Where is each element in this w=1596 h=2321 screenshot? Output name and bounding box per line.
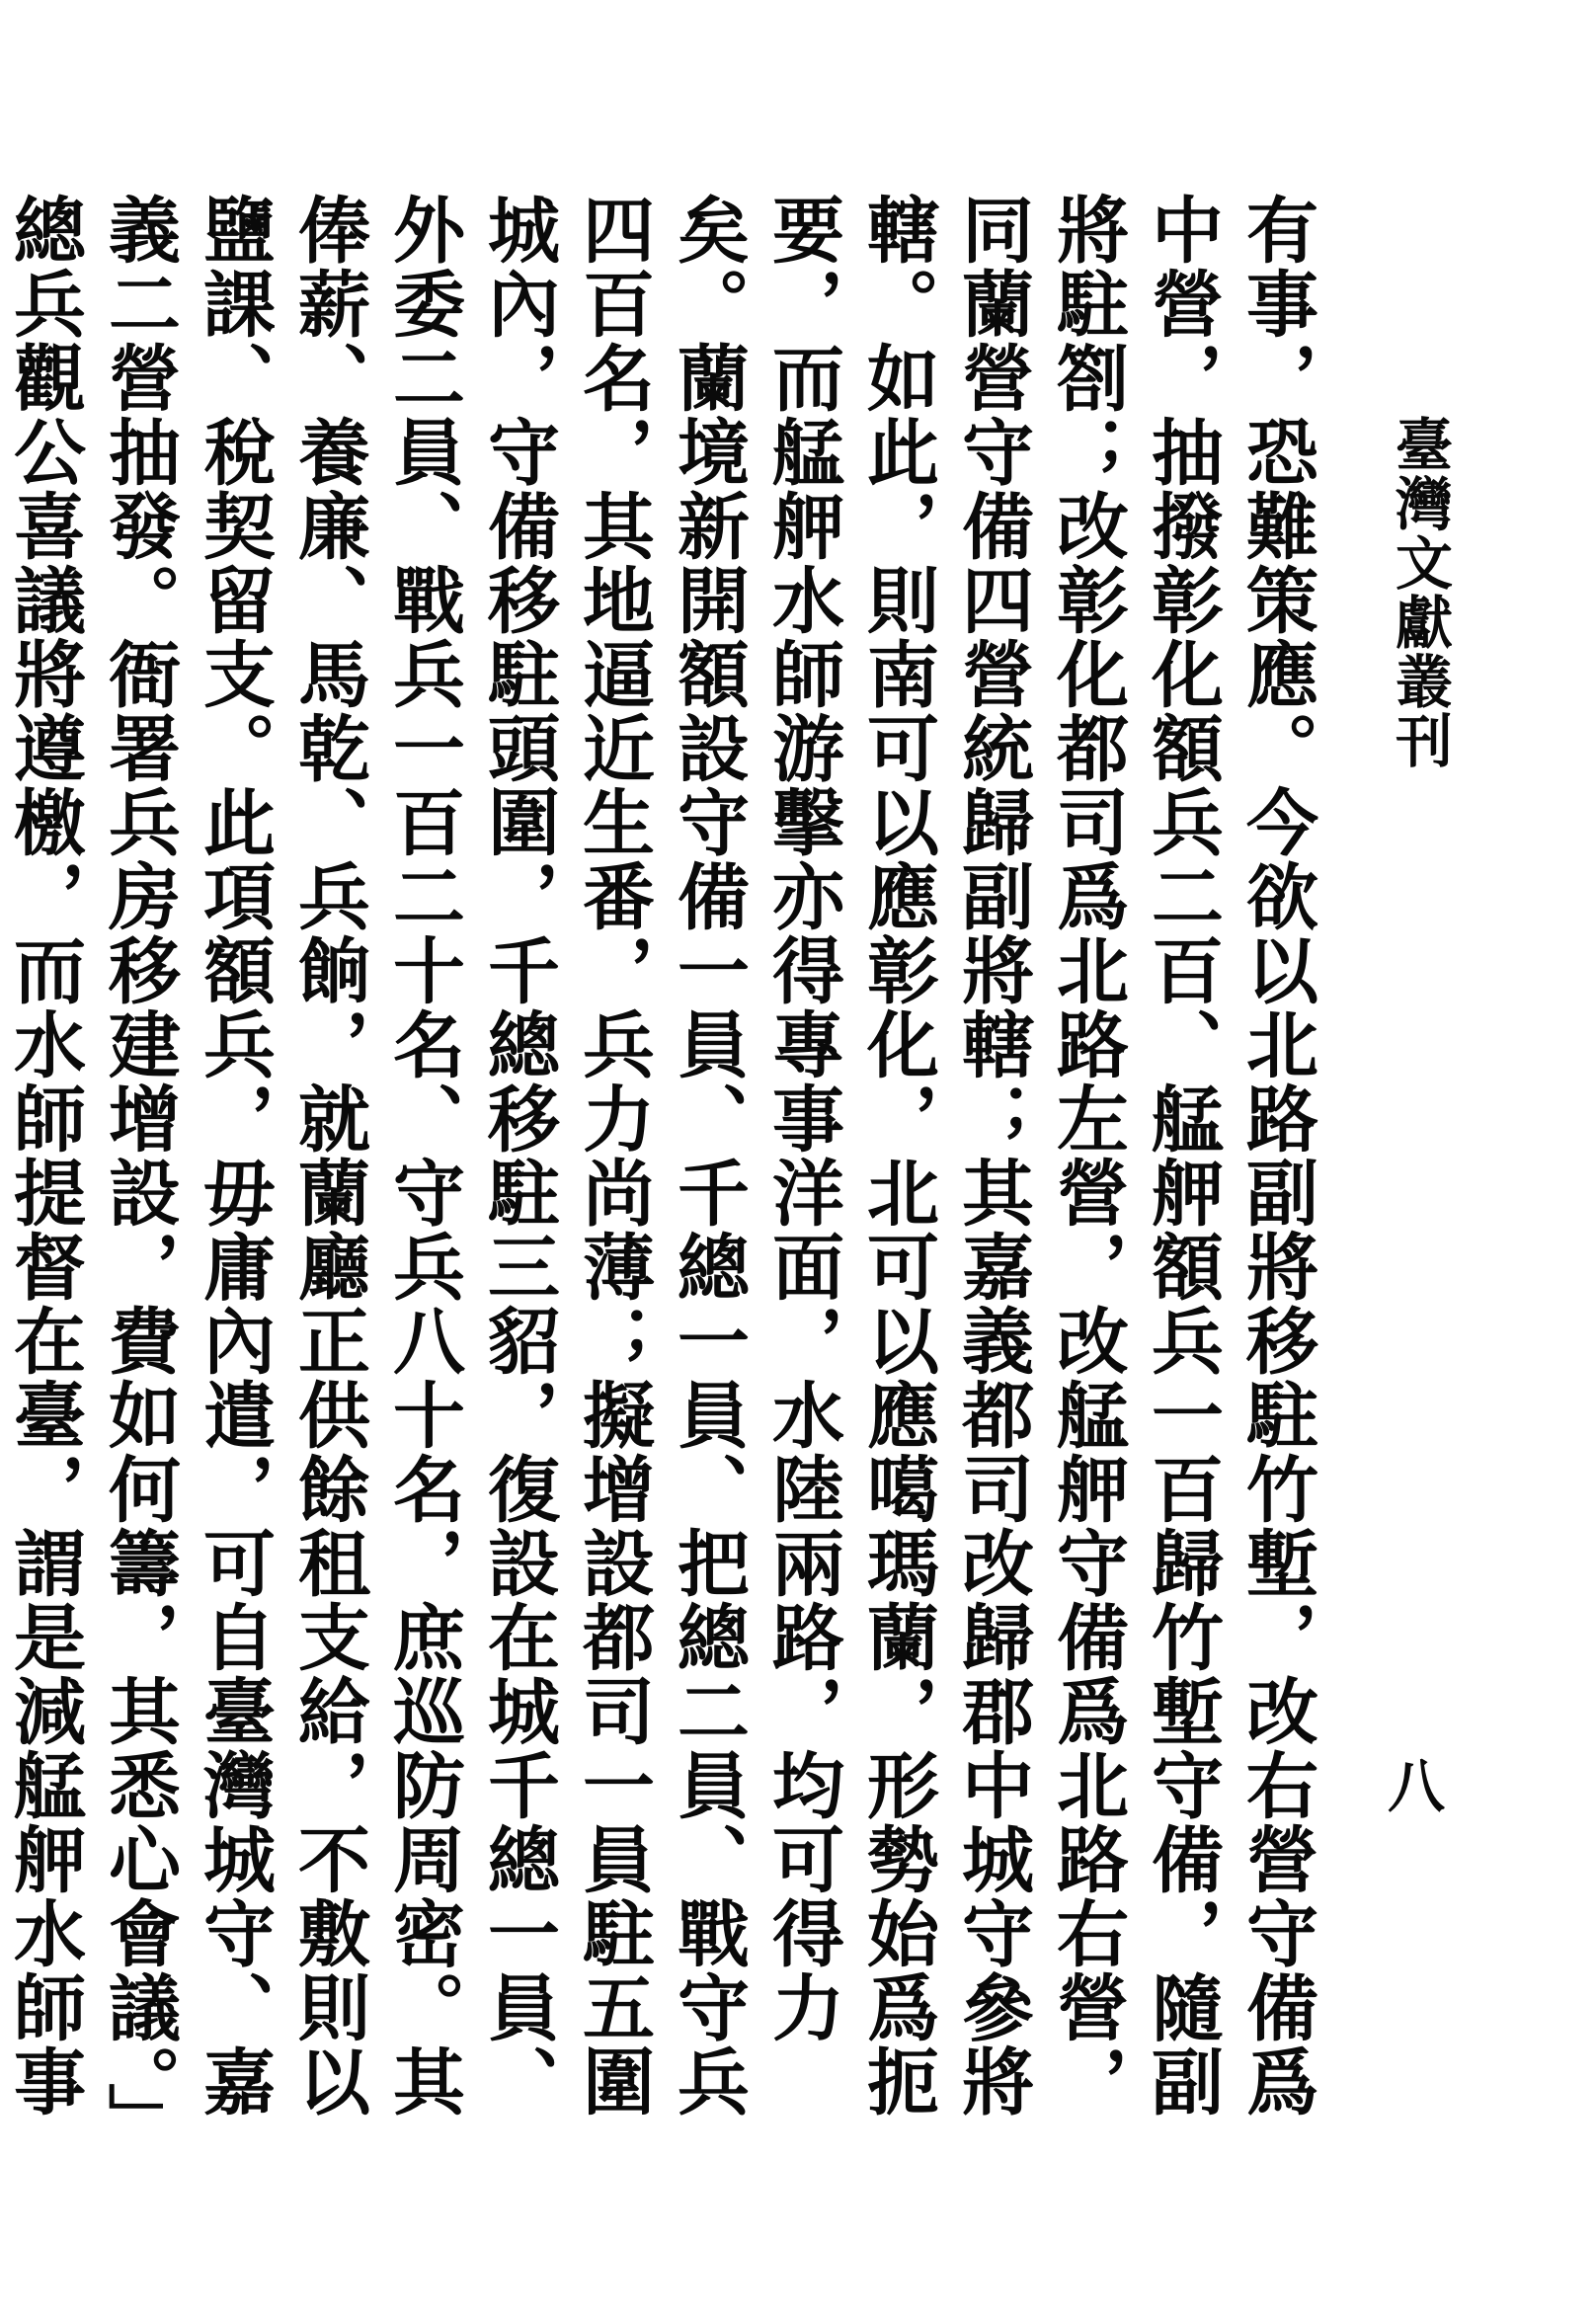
paragraph-1: 有事，恐難策應。今欲以北路副將移駐竹塹，改右營守備爲中營，抽撥彰化額兵二百、艋舺額兵一百歸竹塹守備，隨副將駐劄；改彰化都司爲北路左營，改艋舺守備爲北路右營，同蘭營守備四營統歸副將轄；其嘉義都司改歸郡中城守參將轄。如此，則南可以應彰化，北可以應噶瑪蘭，形勢始爲扼要，而艋舺水師游擊亦得專事洋面，水陸兩路，均可得力矣。蘭境新開額設守備一員、千總一員、把總二員、戰守兵四百名，其地逼近生番，兵力尚薄；擬增設都司一員駐五圍城內，守備移駐頭圍，千總移駐三貂，復設在城千總一員、外委二員、戰兵一百二十名、守兵八十名，庶巡防周密。其俸薪、養廉、馬乾、兵餉，就蘭廳正供餘租支給，不敷則以鹽課、稅契留支。此項額兵，毋庸內遣，可自臺灣城守、嘉義二營抽發。衙署兵房移建增設，費如何籌，其悉心會議。」總兵觀公喜議將遵檄，而水師提督在臺，謂是減艋舺水師事 — [1, 193, 1318, 2157]
page-number: 八 — [1388, 1753, 1446, 1820]
running-title: 臺灣文獻叢刊 — [1386, 415, 1453, 770]
vertical-text-body — [1, 193, 1323, 2188]
